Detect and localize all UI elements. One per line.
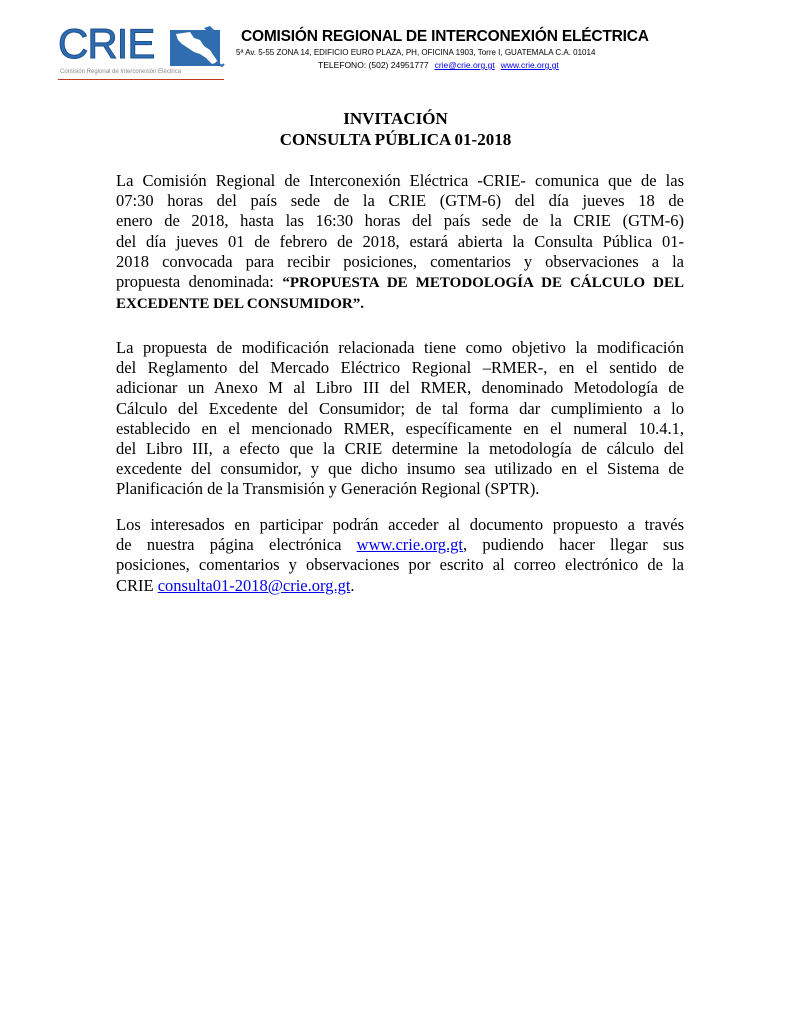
text-line xyxy=(116,338,684,358)
text-span: CRIE xyxy=(116,575,158,595)
document-title: INVITACIÓN xyxy=(343,109,448,128)
logo-text: CRIE xyxy=(58,20,155,67)
text-line xyxy=(116,555,684,575)
text-span: . xyxy=(350,575,355,595)
document-subtitle: CONSULTA PÚBLICA 01-2018 xyxy=(279,130,512,149)
text-line xyxy=(116,293,684,314)
text-span: Cálculo del Excedente del Consumidor; de tal forma dar cumplimiento a lo xyxy=(116,398,684,418)
text-line xyxy=(116,576,684,596)
organization-name: COMISIÓN REGIONAL DE INTERCONEXIÓN ELÉCTRICA xyxy=(241,28,649,45)
text-line xyxy=(116,535,684,555)
paragraph-announcement xyxy=(116,171,684,314)
text-line xyxy=(116,399,684,419)
text-line xyxy=(116,252,684,272)
text-span: establecido en el mencionado RMER, específicamente en el numeral 10.4.1, xyxy=(116,418,684,438)
text-line xyxy=(116,272,684,293)
paragraph-participation xyxy=(116,515,684,596)
text-line xyxy=(116,419,684,439)
address: 5ª Av. 5-55 ZONA 14, EDIFICIO EURO PLAZA, PH, OFICINA 1903, Torre I, GUATEMALA C.A. 01014 xyxy=(236,48,596,57)
text-span: enero de 2018, hasta las 16:30 horas del país sede de la CRIE (GTM-6) xyxy=(116,211,684,231)
text-line xyxy=(116,358,684,378)
text-line xyxy=(116,232,684,252)
link[interactable]: www.crie.org.gt xyxy=(356,535,463,555)
crie-logo xyxy=(58,22,226,82)
text-span: propuesta denominada: xyxy=(116,272,283,292)
text-span: Los interesados en participar podrán acceder al documento propuesto a través xyxy=(116,515,684,534)
text-span: del Libro III, a efecto que la CRIE determine la metodología de cálculo del xyxy=(116,439,684,459)
logo-underline xyxy=(58,79,224,80)
text-span: La Comisión Regional de Interconexión Eléctrica -CRIE- comunica que de las xyxy=(116,171,684,190)
text-span: Planificación de la Transmisión y Generación Regional (SPTR). xyxy=(116,479,540,499)
text-span: adicionar un Anexo M al Libro III del RMER, denominado Metodología de xyxy=(116,378,684,398)
website-link[interactable]: www.crie.org.gt xyxy=(500,60,559,70)
text-line xyxy=(116,479,684,499)
central-america-map-icon xyxy=(170,24,226,70)
text-span: del día jueves 01 de febrero de 2018, estará abierta la Consulta Pública 01- xyxy=(116,231,684,251)
text-span: “PROPUESTA DE METODOLOGÍA DE CÁLCULO DEL xyxy=(282,275,685,292)
text-line xyxy=(116,439,684,459)
text-span: de nuestra página electrónica xyxy=(116,535,357,555)
text-span: posiciones, comentarios y observaciones por escrito al correo electrónico de la xyxy=(116,555,684,575)
text-line xyxy=(116,378,684,398)
text-span: 2018 convocada para recibir posiciones, comentarios y observaciones a la xyxy=(116,251,684,271)
link[interactable]: consulta01-2018@crie.org.gt xyxy=(157,575,351,595)
paragraph-objective xyxy=(116,338,684,500)
text-span: , pudiendo hacer llegar sus xyxy=(462,535,684,555)
phone: TELEFONO: (502) 24951777 xyxy=(318,60,429,70)
text-span: 07:30 horas del país sede de la CRIE (GTM-6) del día jueves 18 de xyxy=(116,191,684,211)
contact-line xyxy=(318,60,559,70)
text-span: excedente del consumidor, y que dicho insumo sea utilizado en el Sistema de xyxy=(116,459,684,479)
logo-caption: Comisión Regional de Interconexión Eléctrica xyxy=(60,69,182,75)
text-line xyxy=(116,459,684,479)
text-line xyxy=(116,515,684,535)
text-line xyxy=(116,211,684,231)
text-line xyxy=(116,171,684,191)
text-span: EXCEDENTE DEL CONSUMIDOR”. xyxy=(116,296,364,313)
text-line xyxy=(116,191,684,211)
text-span: del Reglamento del Mercado Eléctrico Regional –RMER-, en el sentido de xyxy=(116,358,684,378)
text-span: La propuesta de modificación relacionada tiene como objetivo la modificación xyxy=(116,338,684,357)
email-link[interactable]: crie@crie.org.gt xyxy=(434,60,495,70)
